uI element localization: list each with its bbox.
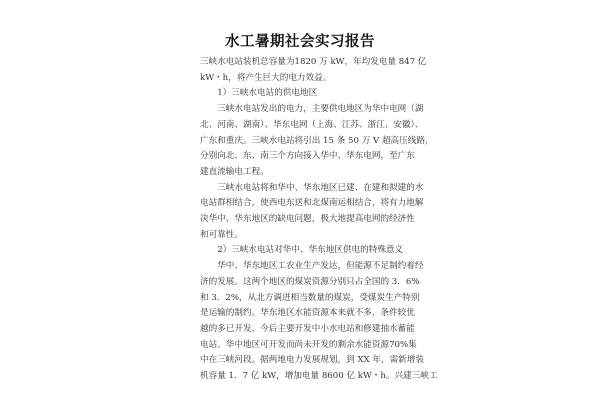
text-line: 建直流输电工程。 [200,166,269,177]
section-heading: 1）三峡水电站的供电地区 [200,88,318,99]
text-line: 和可靠性。 [200,229,243,240]
text-line: 是运输的制约。华东地区水能资源本来就不多，条件较优 [200,308,415,319]
text-line: 机容量 1．7 亿 kW，增加电量 8600 亿 kW・h。兴建三峡工 [200,371,438,382]
text-line: 决华中、华东地区的缺电问题，极大地提高电网的经济性 [200,214,415,225]
text-line: 分别向北、东、南三个方向接入华中、华东电网，至广东 [200,151,415,162]
text-line: 三峡水电站将和华中、华东地区已建、在建和拟建的水 [200,182,424,193]
text-line: 三峡水电站装机总容量为1820 万 kW，年均发电量 847 亿 [200,57,427,67]
text-line: 三峡水电站发出的电力，主要供电地区为华中电网（湖 [200,104,424,115]
text-line: 华中、华东地区工农业生产发达，但能源不足制约着经 [200,261,424,272]
section-heading: 2）三峡水电站对华中、华东地区供电的特殊意义 [200,245,404,256]
text-line: 和 3．2%，从北方调进相当数量的煤炭，受煤炭生产特别 [200,292,420,303]
document-title: 水工暑期社会实习报告 [225,34,375,50]
text-line: 北、河南、湖南）、华东电网（上海、江苏、浙江、安徽）、 [200,119,424,130]
text-line: kW・h，将产生巨大的电力效益。 [200,72,332,83]
text-line: 中在三峡河段。据两地电力发展规划，到 XX 年，需新增装 [200,355,424,366]
text-line: 济的发展。这两个地区的煤炭资源分别只占全国的 3．6% [200,276,420,287]
text-line: 电站。华中地区可开发而尚未开发的剩余水能资源70%集 [200,339,417,350]
text-line: 电站群相结合，使西电东送和北煤南运相结合，将有力地解 [200,198,424,209]
text-line: 广东和重庆。三峡水电站将引出 15 条 50 万 V 超高压线路， [200,135,434,146]
text-line: 越的多已开发，今后主要开发中小水电站和修建抽水蓄能 [200,323,415,334]
document-body [200,55,438,385]
